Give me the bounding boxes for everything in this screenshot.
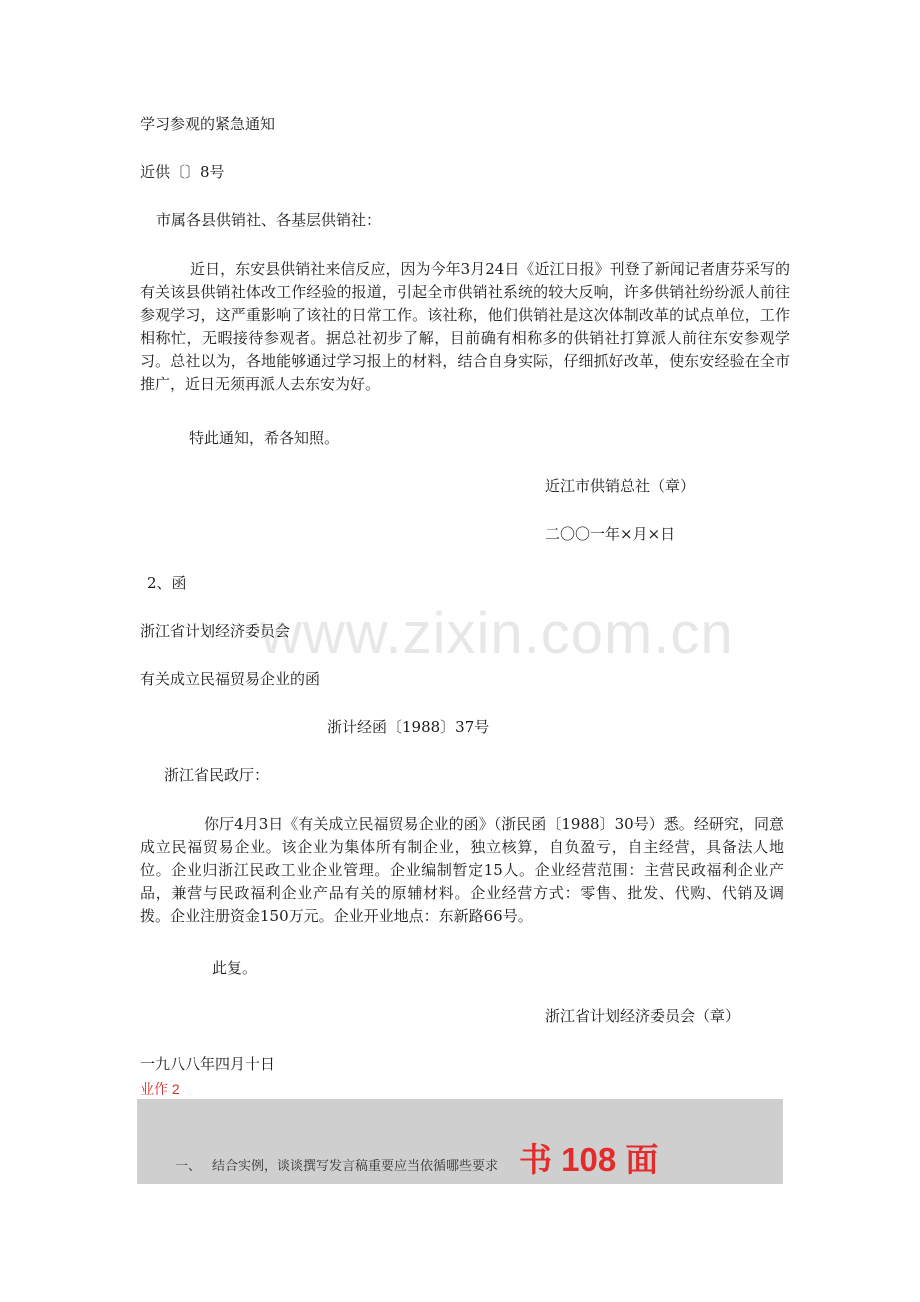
notice-signature: 近江市供销总社（章）: [545, 477, 696, 495]
section-heading: 2、函: [147, 574, 187, 592]
letter-issuer: 浙江省计划经济委员会: [140, 622, 291, 640]
letter-date: 一九八八年四月十日: [140, 1055, 276, 1073]
homework-label: 业作 2: [140, 1081, 180, 1097]
notice-date: 二〇〇一年×月×日: [545, 525, 676, 543]
notice-title: 学习参观的紧急通知: [140, 115, 276, 133]
letter-closing: 此复。: [212, 959, 258, 977]
letter-number: 浙计经函〔1988〕37号: [327, 718, 490, 736]
question-box: [137, 1099, 783, 1184]
notice-body: [140, 258, 790, 396]
letter-title: 有关成立民福贸易企业的函: [140, 670, 321, 688]
watermark: www.zixin.com.cn: [260, 601, 734, 666]
letter-addressee: 浙江省民政厅：: [164, 766, 270, 784]
notice-number: 近供〔〕8号: [140, 163, 225, 181]
letter-body-text: 你厅4月3日《有关成立民福贸易企业的函》（浙民函〔1988〕30号）悉。经研究，同意成立民福贸易企业。该企业为集体所有制企业，独立核算，自负盈亏，自主经营，具备法人地位。企业归浙江民政工业企业管理。企业编制暂定15人。企业经营范围：主营民政福利企业产品，兼营与民政福利企业产品有关的原辅材料。企业经营方式：零售、批发、代购、代销及调拨。企业注册资金150万元。企业开业地点：东新路66号。: [140, 815, 784, 925]
question-text: 结合实例，谈谈撰写发言稿重要应当依循哪些要求: [212, 1159, 499, 1174]
question-line: [175, 1155, 498, 1174]
notice-closing: 特此通知，希各知照。: [189, 429, 340, 447]
letter-body: [140, 813, 784, 928]
notice-addressee: 市属各县供销社、各基层供销社：: [156, 211, 382, 229]
notice-body-text: 近日，东安县供销社来信反应，因为今年3月24日《近江日报》刊登了新闻记者唐芬采写的有关该县供销社体改工作经验的报道，引起全市供销社系统的较大反响，许多供销社纷纷派人前往参观学习，这严重影响了该社的日常工作。该社称，他们供销社是这次体制改革的试点单位，工作相称忙，无暇接待参观者。据总社初步了解，目前确有相称多的供销社打算派人前往东安参观学习。总社以为，各地能够通过学习报上的材料，结合自身实际，仔细抓好改革，使东安经验在全市推广，近日无须再派人去东安为好。: [140, 260, 790, 393]
page-reference: 书 108 面: [519, 1141, 659, 1178]
question-number: 一、: [175, 1159, 202, 1174]
letter-signature: 浙江省计划经济委员会（章）: [545, 1007, 741, 1025]
